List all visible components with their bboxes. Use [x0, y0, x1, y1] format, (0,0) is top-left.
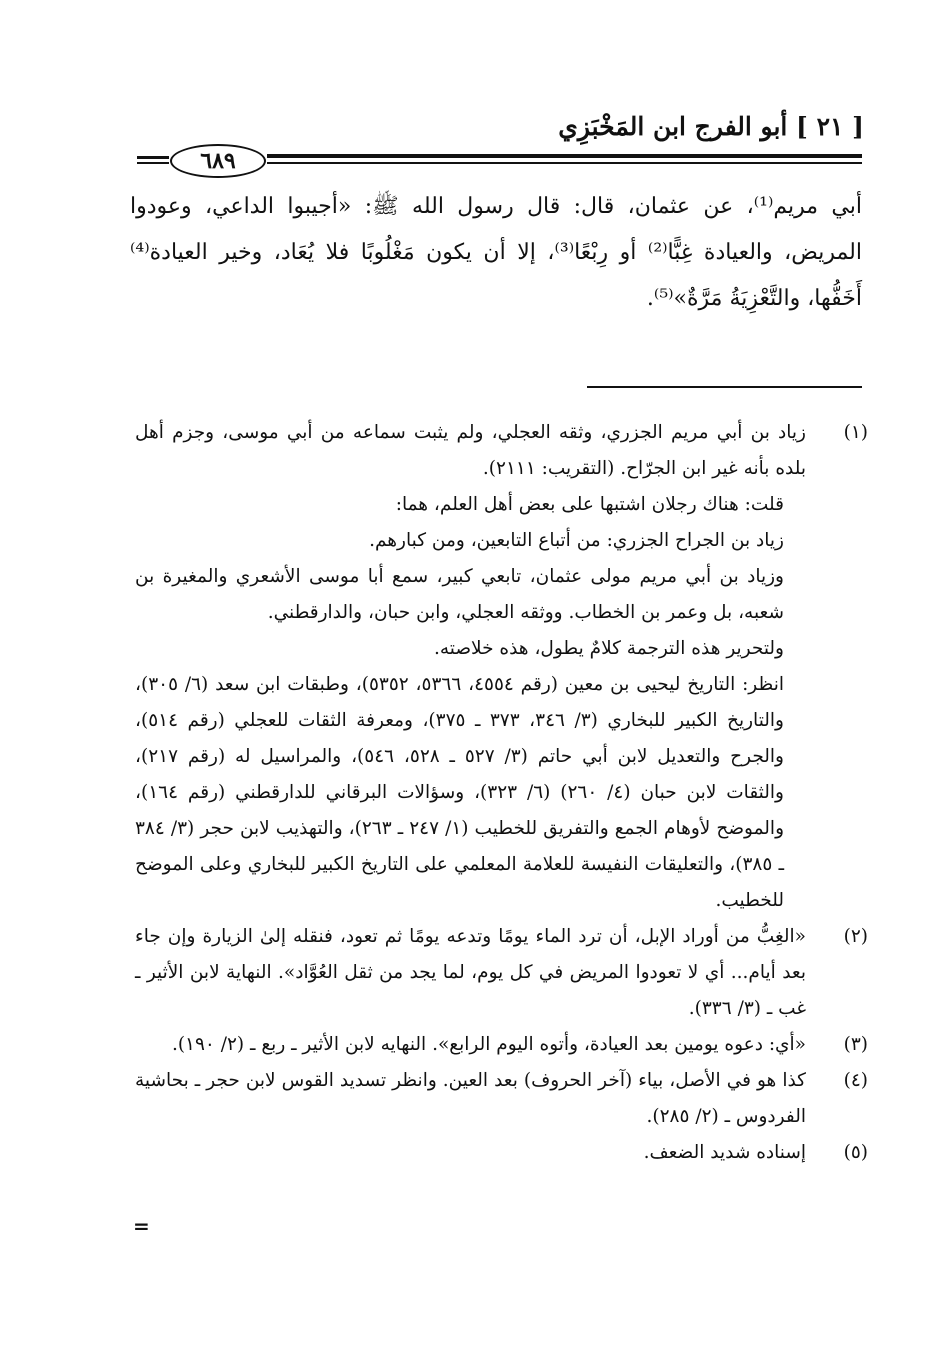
footnote-number: (٢) — [843, 926, 868, 947]
main-text-block — [130, 184, 862, 322]
footnote-text: انظر: التاريخ ليحيى بن معين (رقم ٤٥٥٤، ٥٣٦٦، ٥٣٥٢)، وطبقات ابن سعد (٦/ ٣٠٥)، والتاريخ الكبير للبخاري (٣/ ٣٤٦، ٣٧٣ ـ ٣٧٥)، ومعرفة الثقات للعجلي (رقم ٥١٤)، والجرح والتعديل لابن أبي حاتم (٣/ ٥٢٧ ـ ٥٢٨، ٥٤٦)، والمراسيل له (رقم ٢١٧)، والثقات لابن حبان (٤/ ٢٦٠) (٦/ ٣٢٣)، وسؤالات البرقاني للدارقطني (رقم ١٦٤)، والموضح لأوهام الجمع والتفريق للخطيب (١/ ٢٤٧ ـ ٢٦٣)، والتهذيب لابن حجر (٣/ ٣٨٤ ـ ٣٨٥)، والتعليقات النفيسة للعلامة المعلمي على التاريخ الكبير للبخاري وعلى الموضح للخطيب. — [135, 674, 785, 911]
footnote-text: زياد بن أبي مريم الجزري، وثقه العجلي، ولم يثبت سماعه من أبي موسى، وجزم أهل بلده بأنه غير ابن الجرّاح. (التقريب: ٢١١١). — [135, 422, 806, 479]
footnote — [135, 415, 868, 919]
footnote-text: «أي: دعوه يومين بعد العيادة، وأتوه اليوم الرابع». النهايه لابن الأثير ـ ربع ـ (٢/ ١٩٠). — [171, 1034, 806, 1055]
footnote — [135, 1135, 868, 1171]
footnote-text: قلت: هناك رجلان اشتبها على بعض أهل العلم، هما: — [395, 494, 784, 515]
running-title: [ ٢١ ] أبو الفرج ابن المَخْبَزِي — [558, 112, 864, 141]
footnote-text: إسناده شديد الضعف. — [643, 1142, 806, 1163]
footnote — [135, 1027, 868, 1063]
continuation-mark: = — [133, 1214, 150, 1238]
footnote — [135, 919, 868, 1027]
footnote-text: «الغِبُّ من أوراد الإبل، أن ترد الماء يومًا وتدعه يومًا ثم تعود، فنقله إلىٰ الزيارة وإن جاء بعد أيام... أي لا تعودوا المريض في كل يوم، لما يجد من ثقل العُوَّاد». النهاية لابن الأثير ـ غب ـ (٣/ ٣٣٦). — [135, 926, 806, 1019]
footnote-text: كذا هو في الأصل، بياء (آخر الحروف) بعد العين. وانظر تسديد القوس لابن حجر ـ بحاشية الفردوس ـ (٢/ ٢٨٥). — [135, 1070, 806, 1127]
main-paragraph: أبي مريم⁽¹⁾، عن عثمان، قال: قال رسول الله ﷺ: «أجيبوا الداعي، وعودوا المريض، والعيادة غِبًّا⁽²⁾ أو رِبْعًا⁽³⁾، إلا أن يكون مَغْلُوبًا فلا يُعَاد، وخير العيادة⁽⁴⁾ أَخَفُّها، والتَّعْزِيَةُ مَرَّةٌ»⁽⁵⁾. — [130, 194, 863, 311]
footnote — [135, 1063, 868, 1135]
footnote-text: وزياد بن أبي مريم مولى عثمان، تابعي كبير، سمع أبا موسى الأشعري والمغيرة بن شعبه، بل وعمر بن الخطاب. ووثقه العجلي، وابن حبان، والدارقطني. — [135, 566, 784, 623]
footnotes-section — [135, 415, 868, 1171]
page-number: ٦٨٩ — [170, 144, 266, 178]
footnote-number: (٥) — [843, 1142, 868, 1163]
footnote-text: ولتحرير هذه الترجمة كلامٌ يطول، هذه خلاصته. — [433, 638, 784, 659]
footnote-text: زياد بن الجراح الجزري: من أتباع التابعين، ومن كبارهم. — [369, 530, 784, 551]
footnote-number: (٤) — [843, 1070, 868, 1091]
footnote-number: (١) — [843, 422, 868, 443]
footnote-number: (٣) — [843, 1034, 868, 1055]
footnote-separator — [587, 386, 862, 388]
